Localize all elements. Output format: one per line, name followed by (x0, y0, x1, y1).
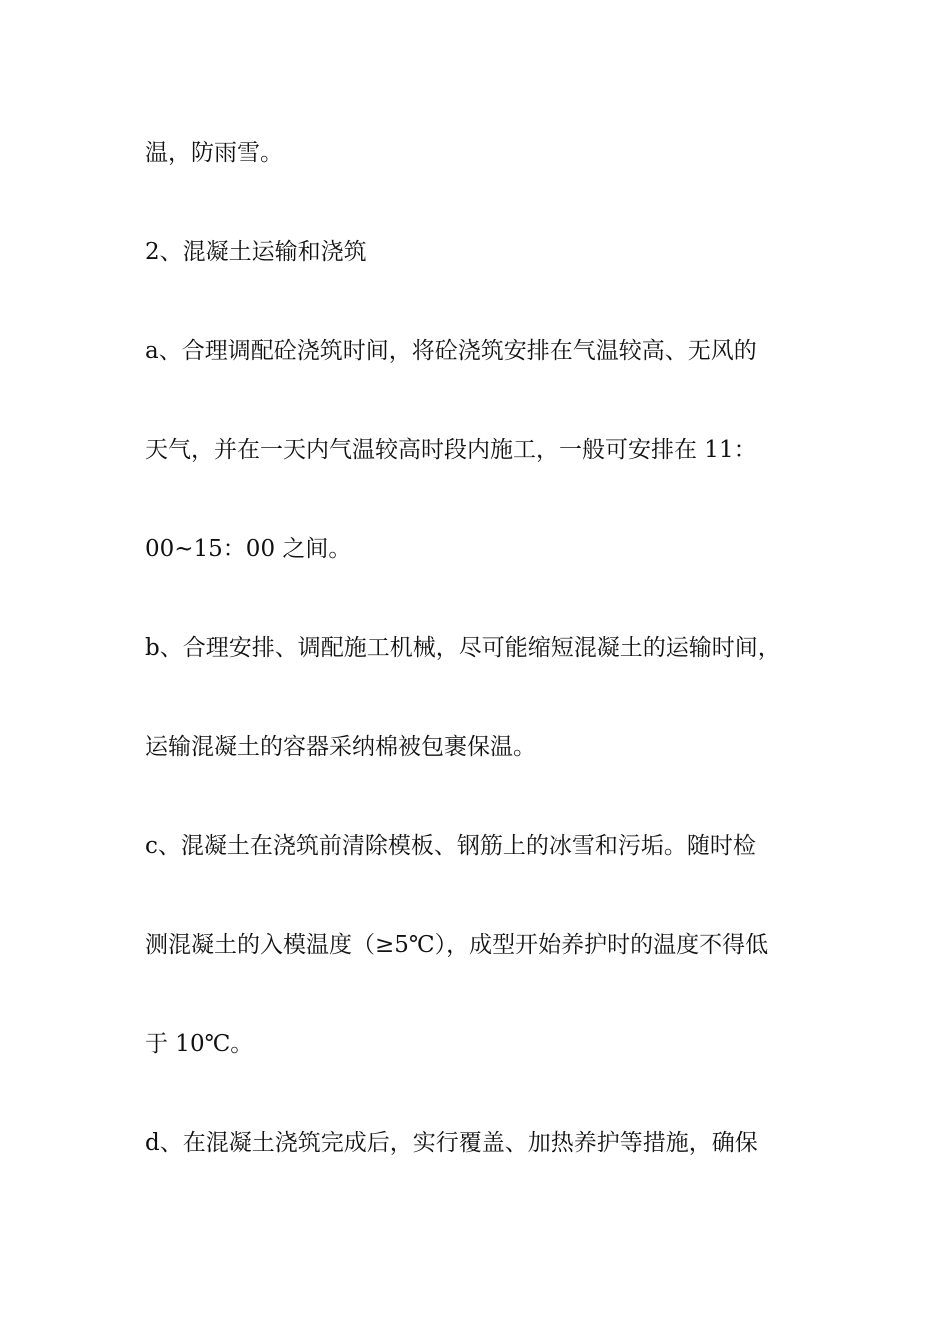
section-heading: 2、混凝土运输和浇筑 (145, 239, 367, 265)
text-line-5: 00~15：00 之间。 (145, 536, 352, 562)
text-line-8: c、混凝土在浇筑前清除模板、钢筋上的冰雪和污垢。随时检 (145, 833, 756, 859)
text-line-9: 测混凝土的入模温度（≥5℃），成型开始养护时的温度不得低 (145, 932, 769, 958)
text-line-4: 天气，并在一天内气温较高时段内施工，一般可安排在 11： (145, 437, 757, 463)
text-line-7: 运输混凝土的容器采纳棉被包裹保温。 (145, 734, 536, 760)
text-line-6: b、合理安排、调配施工机械，尽可能缩短混凝土的运输时间， (145, 635, 781, 661)
text-line-10: 于 10℃。 (145, 1031, 254, 1057)
text-line-1: 温，防雨雪。 (145, 140, 283, 166)
text-line-3: a、合理调配砼浇筑时间，将砼浇筑安排在气温较高、无风的 (145, 338, 757, 364)
text-line-11: d、在混凝土浇筑完成后，实行覆盖、加热养护等措施，确保 (145, 1130, 758, 1156)
